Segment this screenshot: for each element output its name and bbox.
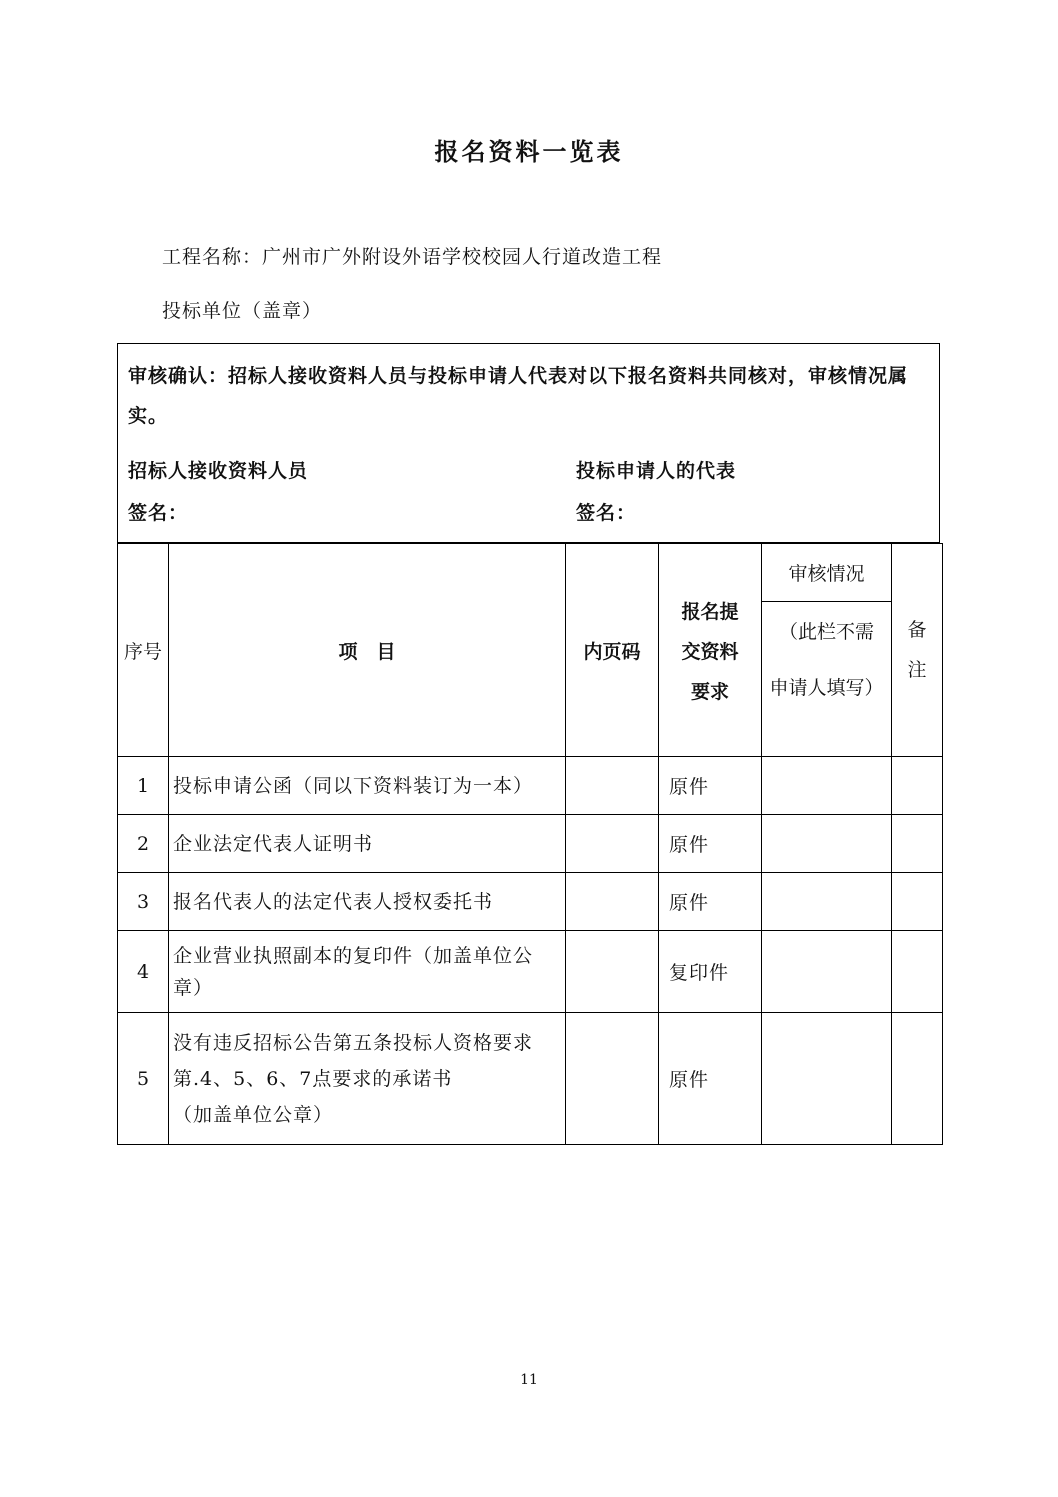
header-requirement-line-2: 交资料 [681, 641, 739, 663]
row-page [566, 873, 659, 931]
header-remark [892, 544, 943, 757]
row-review [762, 1013, 892, 1145]
header-review-note-line-2: 申请人填写） [769, 677, 884, 699]
header-seq: 序号 [118, 544, 169, 757]
row-requirement: 原件 [659, 873, 762, 931]
row-seq: 5 [118, 1013, 169, 1145]
header-review-note-line-1: （此栏不需 [778, 621, 874, 643]
row-item: 企业法定代表人证明书 [169, 815, 566, 873]
row-requirement: 原件 [659, 1013, 762, 1145]
header-requirement-line-3: 要求 [690, 681, 729, 703]
row-item-line-1: 没有违反招标公告第五条投标人资格要求 [173, 1031, 534, 1054]
table-row [118, 1013, 943, 1145]
row-seq: 2 [118, 815, 169, 873]
row-review [762, 931, 892, 1013]
header-review-note [762, 602, 892, 757]
header-requirement [659, 544, 762, 757]
row-item-line-2: 章） [173, 976, 214, 999]
row-remark [892, 873, 943, 931]
bidder-unit: 投标单位（盖章） [162, 300, 323, 322]
header-remark-line-1: 备 [907, 619, 927, 641]
header-item: 项 目 [169, 544, 566, 757]
row-page [566, 757, 659, 815]
table-row [118, 757, 943, 815]
row-requirement: 复印件 [659, 931, 762, 1013]
row-requirement: 原件 [659, 815, 762, 873]
row-remark [892, 1013, 943, 1145]
page-number: 11 [520, 1372, 538, 1388]
header-requirement-line-1: 报名提 [681, 601, 739, 623]
row-seq: 1 [118, 757, 169, 815]
header-remark-line-2: 注 [907, 659, 927, 681]
row-item [169, 1013, 566, 1145]
row-item [169, 931, 566, 1013]
row-item-line-1: 企业营业执照副本的复印件（加盖单位公 [173, 944, 534, 967]
applicant-signature: 签名： [576, 502, 637, 524]
table-row [118, 873, 943, 931]
row-page [566, 815, 659, 873]
row-item-line-3: （加盖单位公章） [173, 1103, 334, 1126]
page-title: 报名资料一览表 [434, 138, 624, 166]
applicant-label: 投标申请人的代表 [576, 460, 737, 482]
materials-table [117, 543, 943, 1145]
row-item: 投标申请公函（同以下资料装订为一本） [169, 757, 566, 815]
receiver-signature: 签名： [128, 502, 189, 524]
row-seq: 3 [118, 873, 169, 931]
row-page [566, 931, 659, 1013]
confirmation-box [117, 343, 940, 543]
row-requirement: 原件 [659, 757, 762, 815]
row-seq: 4 [118, 931, 169, 1013]
header-page: 内页码 [566, 544, 659, 757]
row-remark [892, 757, 943, 815]
header-review: 审核情况 [762, 544, 892, 602]
row-item: 报名代表人的法定代表人授权委托书 [169, 873, 566, 931]
table-row [118, 815, 943, 873]
row-page [566, 1013, 659, 1145]
row-remark [892, 815, 943, 873]
receiver-label: 招标人接收资料人员 [128, 460, 309, 482]
project-name: 工程名称：广州市广外附设外语学校校园人行道改造工程 [162, 246, 663, 268]
row-review [762, 815, 892, 873]
table-row [118, 931, 943, 1013]
row-review [762, 873, 892, 931]
confirmation-statement: 审核确认：招标人接收资料人员与投标申请人代表对以下报名资料共同核对，审核情况属实。 [128, 365, 909, 427]
row-remark [892, 931, 943, 1013]
row-review [762, 757, 892, 815]
row-item-line-2: 第.4、5、6、7点要求的承诺书 [173, 1067, 453, 1090]
